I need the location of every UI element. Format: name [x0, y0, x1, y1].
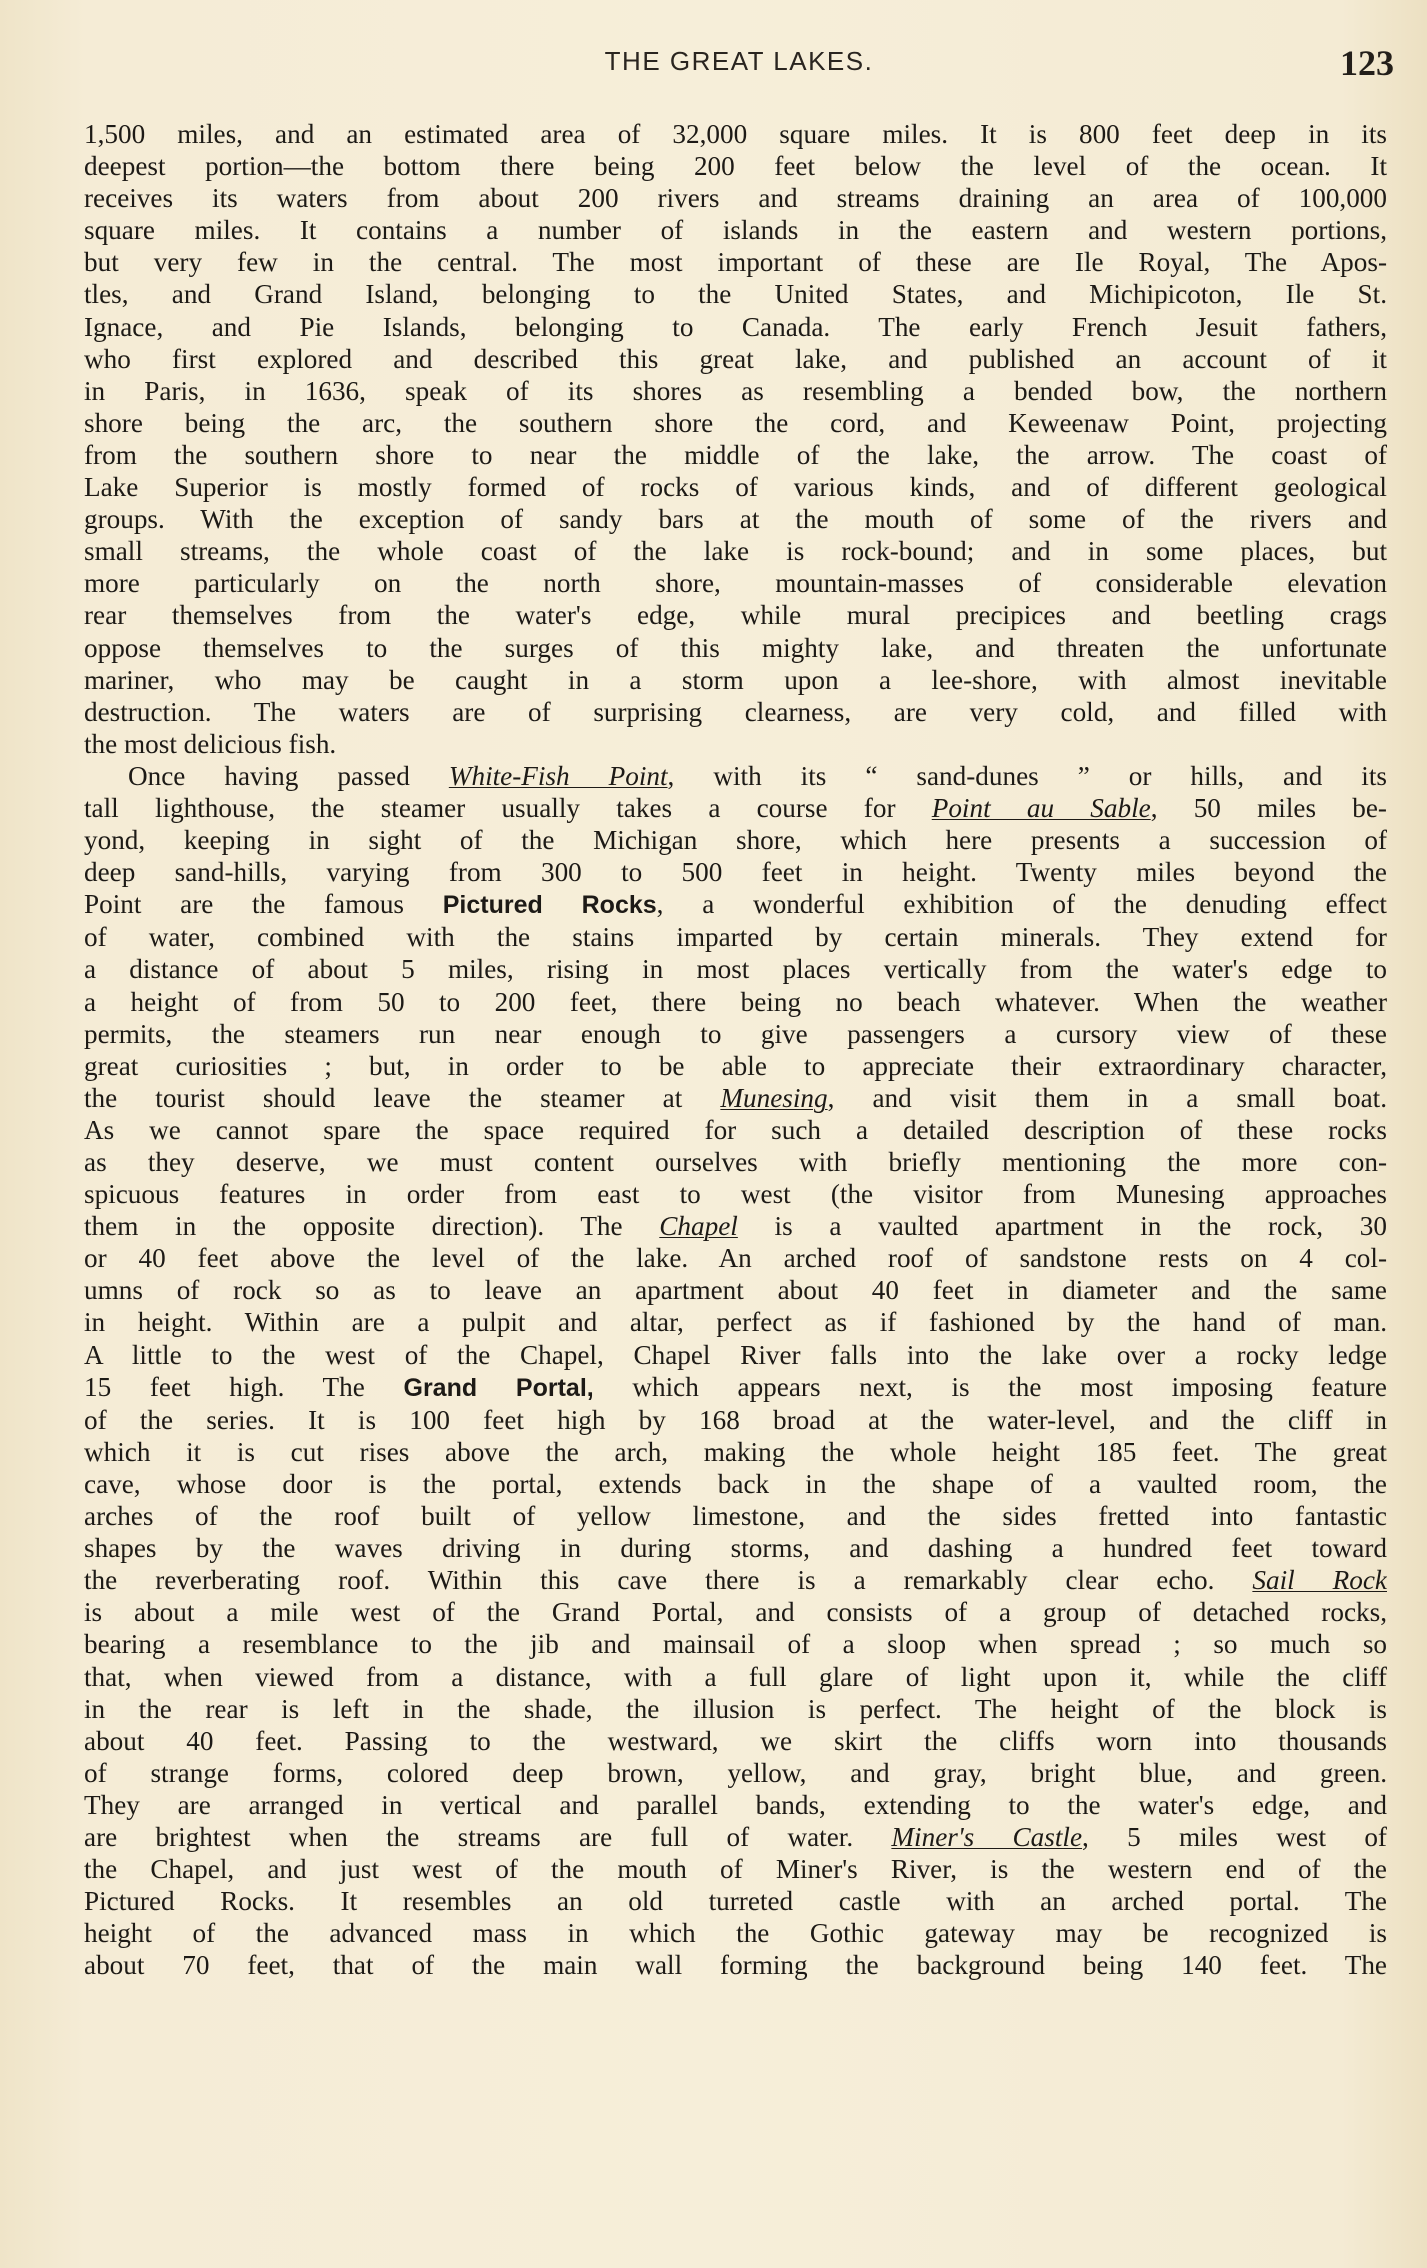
text-line: tles, and Grand Island, belonging to the United States, and Michipicoton, Ile St.	[84, 279, 1387, 310]
page-number: 123	[1340, 43, 1394, 83]
text-line: a height of from 50 to 200 feet, there being no beach whatever. When the weather	[84, 986, 1387, 1017]
text-line: yond, keeping in sight of the Michigan shore, which here presents a succession of	[84, 825, 1387, 856]
text-run: , a wonderful exhibition of the denuding effect	[656, 889, 1387, 920]
text-run: 15 feet high. The	[84, 1371, 404, 1402]
text-line: from the southern shore to near the middle of the lake, the arrow. The coast of	[84, 439, 1387, 470]
text-line	[84, 1564, 1387, 1596]
text-line: a distance of about 5 miles, rising in most places vertically from the water's edge to	[84, 954, 1387, 985]
text-line: groups. With the exception of sandy bars at the mouth of some of the rivers and	[84, 504, 1387, 535]
text-line: A little to the west of the Chapel, Chapel River falls into the lake over a rocky ledge	[84, 1339, 1387, 1370]
text-line: about 40 feet. Passing to the westward, we skirt the cliffs worn into thousands	[84, 1725, 1387, 1756]
text-line: in Paris, in 1636, speak of its shores as resembling a bended bow, the northern	[84, 375, 1387, 406]
text-line: As we cannot spare the space required for such a detailed description of these rocks	[84, 1114, 1387, 1145]
text-run: which appears next, is the most imposing feature	[593, 1371, 1387, 1402]
page-header	[84, 43, 1394, 86]
text-line: spicuous features in order from east to west (the visitor from Munesing approaches	[84, 1179, 1387, 1210]
text-line: Pictured Rocks. It resembles an old turreted castle with an arched portal. The	[84, 1886, 1387, 1917]
place-sail-rock: Sail Rock	[1252, 1565, 1387, 1596]
place-grand-portal: Grand Portal,	[403, 1373, 594, 1402]
text-line: shore being the arc, the southern shore the cord, and Keweenaw Point, projecting	[84, 407, 1387, 438]
text-line: who first explored and described this great lake, and published an account of it	[84, 343, 1387, 374]
text-line: cave, whose door is the portal, extends back in the shape of a vaulted room, the	[84, 1468, 1387, 1499]
body-text	[84, 118, 1387, 1981]
text-line: great curiosities ; but, in order to be able to appreciate their extraordinary character,	[84, 1050, 1387, 1081]
text-line: as they deserve, we must content ourselves with briefly mentioning the more con-	[84, 1147, 1387, 1177]
text-run: are brightest when the streams are full of water.	[84, 1821, 892, 1852]
paragraph-lake-superior	[84, 118, 1387, 760]
text-line: arches of the roof built of yellow limestone, and the sides fretted into fantastic	[84, 1501, 1387, 1532]
text-line: or 40 feet above the level of the lake. An arched roof of sandstone rests on 4 col-	[84, 1243, 1387, 1274]
place-chapel: Chapel	[659, 1211, 738, 1242]
paragraph-pictured-rocks	[84, 760, 1387, 1982]
text-run: the reverberating roof. Within this cave there is a remarkably clear echo.	[84, 1565, 1253, 1596]
text-line	[84, 888, 1387, 921]
text-line: more particularly on the north shore, mountain-masses of considerable elevation	[84, 568, 1387, 599]
text-line: that, when viewed from a distance, with a full glare of light upon it, while the cliff	[84, 1661, 1387, 1692]
text-run: Once having passed	[128, 760, 449, 791]
place-miners-castle: Miner's Castle	[891, 1821, 1083, 1852]
text-line: in the rear is left in the shade, the illusion is perfect. The height of the block is	[84, 1693, 1387, 1724]
text-line	[84, 1210, 1387, 1242]
place-munesing: Munesing	[720, 1082, 828, 1113]
text-line	[84, 1082, 1387, 1114]
text-line: bearing a resemblance to the jib and mainsail of a sloop when spread ; so much so	[84, 1629, 1387, 1660]
text-line	[84, 760, 1387, 792]
text-line	[84, 792, 1387, 824]
text-line	[84, 1821, 1387, 1853]
text-line: 1,500 miles, and an estimated area of 32,000 square miles. It is 800 feet deep in its	[84, 119, 1387, 149]
text-line: but very few in the central. The most important of these are Ile Royal, The Apos-	[84, 247, 1387, 278]
text-line: Ignace, and Pie Islands, belonging to Canada. The early French Jesuit fathers,	[84, 311, 1387, 342]
text-line: Lake Superior is mostly formed of rocks of various kinds, and of different geological	[84, 472, 1387, 503]
text-line: umns of rock so as to leave an apartment about 40 feet in diameter and the same	[84, 1275, 1387, 1306]
text-line: of water, combined with the stains imparted by certain minerals. They extend for	[84, 922, 1387, 953]
text-line: rear themselves from the water's edge, while mural precipices and beetling crags	[84, 600, 1387, 631]
text-line: deep sand-hills, varying from 300 to 500 feet in height. Twenty miles beyond the	[84, 857, 1387, 888]
text-run: , and visit them in a small boat.	[827, 1082, 1387, 1113]
text-line: height of the advanced mass in which the Gothic gateway may be recognized is	[84, 1918, 1387, 1949]
text-line: small streams, the whole coast of the lake is rock-bound; and in some places, but	[84, 536, 1387, 567]
text-line: permits, the steamers run near enough to give passengers a cursory view of these	[84, 1018, 1387, 1049]
text-line: They are arranged in vertical and parallel bands, extending to the water's edge, and	[84, 1789, 1387, 1820]
text-line: of strange forms, colored deep brown, yellow, and gray, bright blue, and green.	[84, 1757, 1387, 1788]
text-line: shapes by the waves driving in during storms, and dashing a hundred feet toward	[84, 1533, 1387, 1564]
text-line: the Chapel, and just west of the mouth of Miner's River, is the western end of the	[84, 1854, 1387, 1885]
text-line: in height. Within are a pulpit and altar, perfect as if fashioned by the hand of man.	[84, 1307, 1387, 1338]
text-run: the tourist should leave the steamer at	[84, 1082, 721, 1113]
text-line: square miles. It contains a number of islands in the eastern and western portions,	[84, 215, 1387, 246]
text-line: the most delicious fish.	[84, 728, 337, 759]
text-line: about 70 feet, that of the main wall forming the background being 140 feet. The	[84, 1950, 1387, 1981]
text-run: tall lighthouse, the steamer usually takes a course for	[84, 792, 932, 823]
text-line: deepest portion—the bottom there being 200 feet below the level of the ocean. It	[84, 151, 1387, 182]
text-line: which it is cut rises above the arch, making the whole height 185 feet. The great	[84, 1436, 1387, 1467]
place-point-au-sable: Point au Sable	[931, 792, 1151, 823]
text-run: , with its “ sand-dunes ” or hills, and its	[667, 760, 1387, 791]
text-run: , 5 miles west of	[1082, 1821, 1387, 1852]
text-line: is about a mile west of the Grand Portal, and consists of a group of detached rocks,	[84, 1597, 1387, 1628]
running-head: THE GREAT LAKES.	[604, 46, 874, 76]
text-line: of the series. It is 100 feet high by 168 broad at the water-level, and the cliff in	[84, 1404, 1387, 1435]
text-line: mariner, who may be caught in a storm upon a lee-shore, with almost inevitable	[84, 664, 1387, 695]
place-white-fish-point: White-Fish Point	[448, 760, 668, 791]
text-line: destruction. The waters are of surprising clearness, are very cold, and filled with	[84, 696, 1387, 727]
text-run: them in the opposite direction). The	[84, 1211, 660, 1242]
text-line: oppose themselves to the surges of this mighty lake, and threaten the unfortunate	[84, 632, 1387, 663]
text-line	[84, 1371, 1387, 1404]
text-run: is a vaulted apartment in the rock, 30	[737, 1211, 1387, 1242]
text-run: Point are the famous	[84, 889, 443, 920]
text-run: , 50 miles be-	[1150, 792, 1387, 823]
text-line: receives its waters from about 200 rivers and streams draining an area of 100,000	[84, 183, 1387, 214]
place-pictured-rocks: Pictured Rocks	[442, 891, 657, 920]
